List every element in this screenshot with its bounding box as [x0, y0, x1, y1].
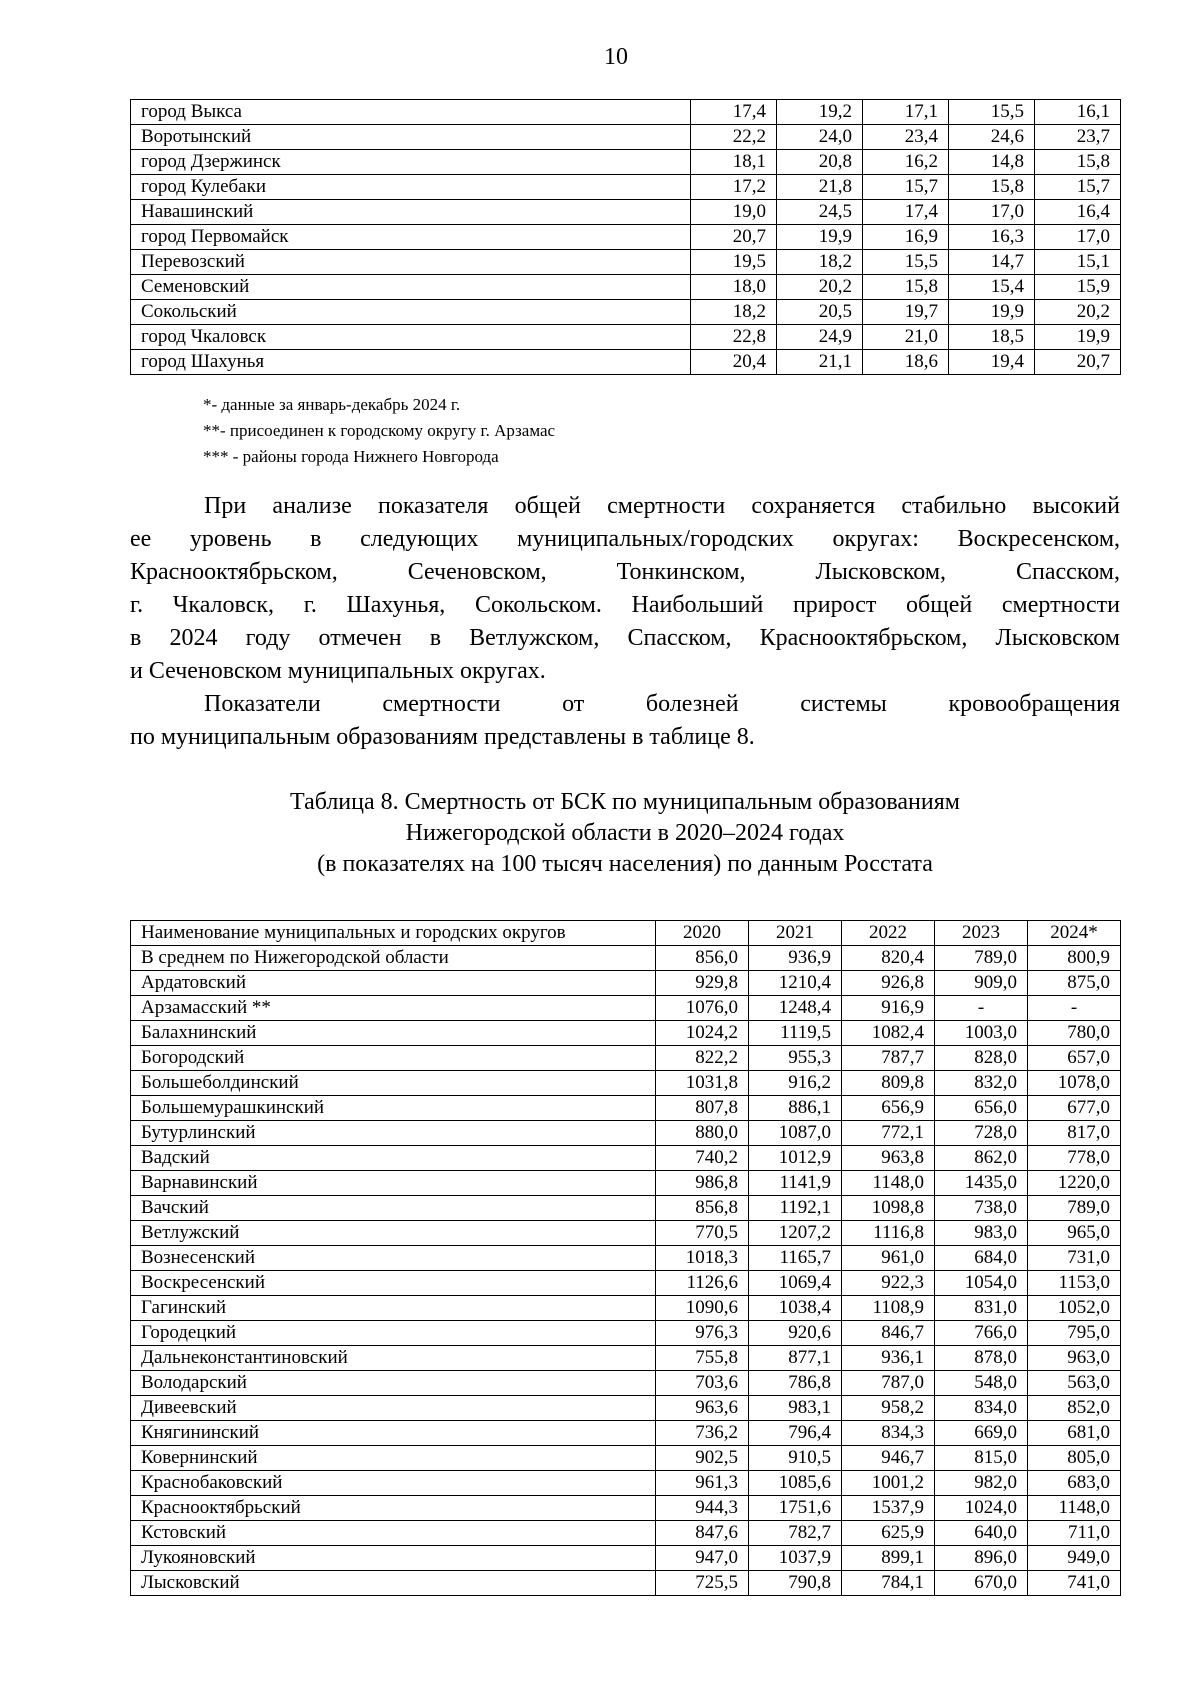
- rate-cell: 886,1: [749, 1096, 842, 1121]
- rate-cell: 807,8: [656, 1096, 749, 1121]
- rate-cell: 936,1: [842, 1346, 935, 1371]
- rate-cell: 770,5: [656, 1221, 749, 1246]
- rate-cell: 19,4: [949, 350, 1035, 375]
- rate-cell: 16,3: [949, 225, 1035, 250]
- district-name: город Первомайск: [131, 225, 691, 250]
- table-row: [131, 996, 1121, 1021]
- rate-cell: 983,1: [749, 1396, 842, 1421]
- table-row: [131, 1246, 1121, 1271]
- rate-cell: 15,5: [949, 100, 1035, 125]
- rate-cell: 640,0: [935, 1521, 1028, 1546]
- rate-cell: 965,0: [1028, 1221, 1121, 1246]
- rate-cell: 18,5: [949, 325, 1035, 350]
- rate-cell: 1054,0: [935, 1271, 1028, 1296]
- column-header: 2021: [749, 921, 842, 946]
- column-header: 2022: [842, 921, 935, 946]
- district-name: Княгининский: [131, 1421, 656, 1446]
- district-name: город Чкаловск: [131, 325, 691, 350]
- rate-cell: 922,3: [842, 1271, 935, 1296]
- table-row: [131, 1471, 1121, 1496]
- column-header: 2020: [656, 921, 749, 946]
- rate-cell: 669,0: [935, 1421, 1028, 1446]
- rate-cell: 20,5: [777, 300, 863, 325]
- table-row: [131, 1296, 1121, 1321]
- rate-cell: 949,0: [1028, 1546, 1121, 1571]
- table-row: [131, 1321, 1121, 1346]
- rate-cell: 16,2: [863, 150, 949, 175]
- district-name: Богородский: [131, 1046, 656, 1071]
- rate-cell: 880,0: [656, 1121, 749, 1146]
- rate-cell: 656,0: [935, 1096, 1028, 1121]
- rate-cell: 1024,2: [656, 1021, 749, 1046]
- district-name: Арзамасский **: [131, 996, 656, 1021]
- district-name: Большеболдинский: [131, 1071, 656, 1096]
- rate-cell: 24,6: [949, 125, 1035, 150]
- district-name: Перевозский: [131, 250, 691, 275]
- table-row: [131, 1096, 1121, 1121]
- rate-cell: 961,3: [656, 1471, 749, 1496]
- rate-cell: 1435,0: [935, 1171, 1028, 1196]
- rate-cell: 21,1: [777, 350, 863, 375]
- rate-cell: 24,5: [777, 200, 863, 225]
- rate-cell: 916,2: [749, 1071, 842, 1096]
- table-row: [131, 1021, 1121, 1046]
- rate-cell: 1076,0: [656, 996, 749, 1021]
- rate-cell: 820,4: [842, 946, 935, 971]
- footnotes: [203, 392, 555, 470]
- rate-cell: 1012,9: [749, 1146, 842, 1171]
- rate-cell: 24,9: [777, 325, 863, 350]
- rate-cell: 1098,8: [842, 1196, 935, 1221]
- rate-cell: 958,2: [842, 1396, 935, 1421]
- rate-cell: 15,9: [1035, 275, 1121, 300]
- rate-cell: 1018,3: [656, 1246, 749, 1271]
- district-name: Воротынский: [131, 125, 691, 150]
- rate-cell: 1207,2: [749, 1221, 842, 1246]
- rate-cell: 902,5: [656, 1446, 749, 1471]
- table-row: [131, 1371, 1121, 1396]
- rate-cell: 852,0: [1028, 1396, 1121, 1421]
- rate-cell: 736,2: [656, 1421, 749, 1446]
- district-name: Дальнеконстантиновский: [131, 1346, 656, 1371]
- rate-cell: 789,0: [1028, 1196, 1121, 1221]
- table-caption: [130, 787, 1120, 880]
- rate-cell: 656,9: [842, 1096, 935, 1121]
- rate-cell: 1751,6: [749, 1496, 842, 1521]
- footnote: *** - районы города Нижнего Новгорода: [203, 447, 499, 466]
- table-row: [131, 325, 1121, 350]
- footnote: **- присоединен к городскому округу г. Арзамас: [203, 421, 556, 440]
- rate-cell: 782,7: [749, 1521, 842, 1546]
- rate-cell: 926,8: [842, 971, 935, 996]
- table-row: [131, 175, 1121, 200]
- rate-cell: 963,8: [842, 1146, 935, 1171]
- rate-cell: 784,1: [842, 1571, 935, 1596]
- district-name: Навашинский: [131, 200, 691, 225]
- rate-cell: 982,0: [935, 1471, 1028, 1496]
- rate-cell: 17,0: [1035, 225, 1121, 250]
- rate-cell: 1038,4: [749, 1296, 842, 1321]
- rate-cell: 766,0: [935, 1321, 1028, 1346]
- rate-cell: 17,1: [863, 100, 949, 125]
- district-name: Ветлужский: [131, 1221, 656, 1246]
- rate-cell: 1148,0: [842, 1171, 935, 1196]
- district-name: Балахнинский: [131, 1021, 656, 1046]
- table-row: [131, 1171, 1121, 1196]
- rate-cell: 916,9: [842, 996, 935, 1021]
- table-row: [131, 1446, 1121, 1471]
- rate-cell: 19,5: [691, 250, 777, 275]
- district-name: Городецкий: [131, 1321, 656, 1346]
- rate-cell: 703,6: [656, 1371, 749, 1396]
- rate-cell: 1165,7: [749, 1246, 842, 1271]
- rate-cell: 1052,0: [1028, 1296, 1121, 1321]
- rate-cell: 828,0: [935, 1046, 1028, 1071]
- rate-cell: 1024,0: [935, 1496, 1028, 1521]
- rate-cell: 787,7: [842, 1046, 935, 1071]
- rate-cell: 15,8: [1035, 150, 1121, 175]
- rate-cell: 1078,0: [1028, 1071, 1121, 1096]
- paragraph-line: Показатели смертности от болезней системы кровообращения: [204, 691, 1120, 717]
- rate-cell: 961,0: [842, 1246, 935, 1271]
- table-row: [131, 1346, 1121, 1371]
- rate-cell: 1148,0: [1028, 1496, 1121, 1521]
- district-name: Дивеевский: [131, 1396, 656, 1421]
- district-name: Большемурашкинский: [131, 1096, 656, 1121]
- rate-cell: 15,5: [863, 250, 949, 275]
- caption-line: Нижегородской области в 2020–2024 годах: [405, 820, 845, 846]
- rate-cell: 1037,9: [749, 1546, 842, 1571]
- table-row: [131, 275, 1121, 300]
- table-row: [131, 1546, 1121, 1571]
- district-name: Сокольский: [131, 300, 691, 325]
- rate-cell: 831,0: [935, 1296, 1028, 1321]
- table-row: [131, 125, 1121, 150]
- rate-cell: 936,9: [749, 946, 842, 971]
- district-name: Ковернинский: [131, 1446, 656, 1471]
- table-row: [131, 250, 1121, 275]
- rate-cell: 20,2: [1035, 300, 1121, 325]
- rate-cell: 805,0: [1028, 1446, 1121, 1471]
- rate-cell: 1537,9: [842, 1496, 935, 1521]
- district-name: Кстовский: [131, 1521, 656, 1546]
- rate-cell: 670,0: [935, 1571, 1028, 1596]
- column-header: 2024*: [1028, 921, 1121, 946]
- table-row: [131, 946, 1121, 971]
- rate-cell: 983,0: [935, 1221, 1028, 1246]
- table-row: [131, 1571, 1121, 1596]
- district-name: В среднем по Нижегородской области: [131, 946, 656, 971]
- rate-cell: 17,0: [949, 200, 1035, 225]
- rate-cell: 18,1: [691, 150, 777, 175]
- rate-cell: 1085,6: [749, 1471, 842, 1496]
- rate-cell: 1082,4: [842, 1021, 935, 1046]
- table-row: [131, 1221, 1121, 1246]
- table-row: [131, 1046, 1121, 1071]
- rate-cell: 856,8: [656, 1196, 749, 1221]
- rate-cell: 877,1: [749, 1346, 842, 1371]
- table-row: [131, 300, 1121, 325]
- district-name: Лукояновский: [131, 1546, 656, 1571]
- rate-cell: 20,4: [691, 350, 777, 375]
- table-row: [131, 1271, 1121, 1296]
- table-row: [131, 1521, 1121, 1546]
- district-name: Ардатовский: [131, 971, 656, 996]
- table-row: [131, 150, 1121, 175]
- rate-cell: 875,0: [1028, 971, 1121, 996]
- rate-cell: 738,0: [935, 1196, 1028, 1221]
- rate-cell: 15,8: [863, 275, 949, 300]
- district-name: Воскресенский: [131, 1271, 656, 1296]
- rate-cell: 22,8: [691, 325, 777, 350]
- rate-cell: 15,8: [949, 175, 1035, 200]
- caption-line: Таблица 8. Смертность от БСК по муниципальным образованиям: [290, 789, 960, 815]
- district-name: Вознесенский: [131, 1246, 656, 1271]
- paragraph-line: г. Чкаловск, г. Шахунья, Сокольском. Наибольший прирост общей смертности: [130, 592, 1120, 618]
- rate-cell: 1001,2: [842, 1471, 935, 1496]
- rate-cell: 947,0: [656, 1546, 749, 1571]
- paragraph-line: При анализе показателя общей смертности сохраняется стабильно высокий: [204, 493, 1120, 519]
- caption-line: (в показателях на 100 тысяч населения) по данным Росстата: [317, 851, 933, 877]
- table-row: [131, 1396, 1121, 1421]
- rate-cell: 1210,4: [749, 971, 842, 996]
- table-row: [131, 971, 1121, 996]
- rate-cell: 23,4: [863, 125, 949, 150]
- table-row: [131, 100, 1121, 125]
- rate-cell: 20,2: [777, 275, 863, 300]
- rate-cell: 711,0: [1028, 1521, 1121, 1546]
- paragraph-line: в 2024 году отмечен в Ветлужском, Спасском, Краснооктябрьском, Лысковском: [130, 625, 1120, 651]
- rate-cell: 21,8: [777, 175, 863, 200]
- rate-cell: 815,0: [935, 1446, 1028, 1471]
- rate-cell: 847,6: [656, 1521, 749, 1546]
- rate-cell: 23,7: [1035, 125, 1121, 150]
- rate-cell: 684,0: [935, 1246, 1028, 1271]
- rate-cell: 772,1: [842, 1121, 935, 1146]
- rate-cell: 14,8: [949, 150, 1035, 175]
- rate-cell: 786,8: [749, 1371, 842, 1396]
- table-row: [131, 1196, 1121, 1221]
- rate-cell: 920,6: [749, 1321, 842, 1346]
- rate-cell: 15,4: [949, 275, 1035, 300]
- rate-cell: 780,0: [1028, 1021, 1121, 1046]
- rate-cell: 1192,1: [749, 1196, 842, 1221]
- mortality-table-continued: [130, 99, 1121, 375]
- table-row: [131, 225, 1121, 250]
- rate-cell: 548,0: [935, 1371, 1028, 1396]
- rate-cell: -: [1028, 996, 1121, 1021]
- rate-cell: 19,2: [777, 100, 863, 125]
- rate-cell: 16,9: [863, 225, 949, 250]
- rate-cell: 817,0: [1028, 1121, 1121, 1146]
- rate-cell: -: [935, 996, 1028, 1021]
- table-row: [131, 1146, 1121, 1171]
- rate-cell: 944,3: [656, 1496, 749, 1521]
- rate-cell: 1141,9: [749, 1171, 842, 1196]
- rate-cell: 17,4: [863, 200, 949, 225]
- table-row: [131, 1071, 1121, 1096]
- rate-cell: 832,0: [935, 1071, 1028, 1096]
- rate-cell: 683,0: [1028, 1471, 1121, 1496]
- rate-cell: 20,7: [1035, 350, 1121, 375]
- paragraph-line: Краснооктябрьском, Сеченовском, Тонкинском, Лысковском, Спасском,: [130, 559, 1120, 585]
- rate-cell: 1119,5: [749, 1021, 842, 1046]
- table-8-bsk-mortality: [130, 920, 1121, 1596]
- rate-cell: 19,9: [777, 225, 863, 250]
- district-name: Гагинский: [131, 1296, 656, 1321]
- rate-cell: 15,7: [863, 175, 949, 200]
- paragraph-line: по муниципальным образованиям представлены в таблице 8.: [130, 724, 755, 750]
- rate-cell: 19,0: [691, 200, 777, 225]
- rate-cell: 846,7: [842, 1321, 935, 1346]
- table-row: [131, 1421, 1121, 1446]
- rate-cell: 955,3: [749, 1046, 842, 1071]
- rate-cell: 19,9: [949, 300, 1035, 325]
- table-row: [131, 1121, 1121, 1146]
- paragraph-line: и Сеченовском муниципальных округах.: [130, 658, 546, 684]
- district-name: Лысковский: [131, 1571, 656, 1596]
- rate-cell: 16,1: [1035, 100, 1121, 125]
- district-name: город Дзержинск: [131, 150, 691, 175]
- rate-cell: 929,8: [656, 971, 749, 996]
- column-header: 2023: [935, 921, 1028, 946]
- rate-cell: 731,0: [1028, 1246, 1121, 1271]
- rate-cell: 741,0: [1028, 1571, 1121, 1596]
- rate-cell: 740,2: [656, 1146, 749, 1171]
- district-name: Вадский: [131, 1146, 656, 1171]
- footnote: *- данные за январь-декабрь 2024 г.: [203, 395, 461, 414]
- rate-cell: 728,0: [935, 1121, 1028, 1146]
- page-number: 10: [604, 44, 628, 70]
- rate-cell: 677,0: [1028, 1096, 1121, 1121]
- rate-cell: 18,2: [691, 300, 777, 325]
- rate-cell: 899,1: [842, 1546, 935, 1571]
- rate-cell: 822,2: [656, 1046, 749, 1071]
- rate-cell: 790,8: [749, 1571, 842, 1596]
- rate-cell: 18,0: [691, 275, 777, 300]
- rate-cell: 15,7: [1035, 175, 1121, 200]
- rate-cell: 834,3: [842, 1421, 935, 1446]
- rate-cell: 976,3: [656, 1321, 749, 1346]
- rate-cell: 19,9: [1035, 325, 1121, 350]
- rate-cell: 18,2: [777, 250, 863, 275]
- district-name: город Шахунья: [131, 350, 691, 375]
- rate-cell: 625,9: [842, 1521, 935, 1546]
- rate-cell: 1003,0: [935, 1021, 1028, 1046]
- rate-cell: 19,7: [863, 300, 949, 325]
- paragraph-line: ее уровень в следующих муниципальных/городских округах: Воскресенском,: [130, 526, 1120, 552]
- table-row: [131, 350, 1121, 375]
- rate-cell: 800,9: [1028, 946, 1121, 971]
- rate-cell: 1220,0: [1028, 1171, 1121, 1196]
- district-name: Семеновский: [131, 275, 691, 300]
- rate-cell: 14,7: [949, 250, 1035, 275]
- reference-paragraph: [130, 688, 1120, 754]
- column-header: Наименование муниципальных и городских округов: [131, 921, 656, 946]
- district-name: Вачский: [131, 1196, 656, 1221]
- table-row: [131, 200, 1121, 225]
- rate-cell: 963,0: [1028, 1346, 1121, 1371]
- rate-cell: 18,6: [863, 350, 949, 375]
- rate-cell: 681,0: [1028, 1421, 1121, 1446]
- rate-cell: 862,0: [935, 1146, 1028, 1171]
- rate-cell: 1108,9: [842, 1296, 935, 1321]
- rate-cell: 16,4: [1035, 200, 1121, 225]
- rate-cell: 910,5: [749, 1446, 842, 1471]
- rate-cell: 909,0: [935, 971, 1028, 996]
- rate-cell: 1248,4: [749, 996, 842, 1021]
- rate-cell: 24,0: [777, 125, 863, 150]
- rate-cell: 755,8: [656, 1346, 749, 1371]
- rate-cell: 963,6: [656, 1396, 749, 1421]
- rate-cell: 1031,8: [656, 1071, 749, 1096]
- rate-cell: 1087,0: [749, 1121, 842, 1146]
- rate-cell: 1116,8: [842, 1221, 935, 1246]
- rate-cell: 896,0: [935, 1546, 1028, 1571]
- district-name: Бутурлинский: [131, 1121, 656, 1146]
- rate-cell: 15,1: [1035, 250, 1121, 275]
- rate-cell: 1153,0: [1028, 1271, 1121, 1296]
- rate-cell: 778,0: [1028, 1146, 1121, 1171]
- rate-cell: 1126,6: [656, 1271, 749, 1296]
- district-name: Володарский: [131, 1371, 656, 1396]
- table-header-row: [131, 921, 1121, 946]
- district-name: Краснобаковский: [131, 1471, 656, 1496]
- rate-cell: 834,0: [935, 1396, 1028, 1421]
- rate-cell: 795,0: [1028, 1321, 1121, 1346]
- rate-cell: 796,4: [749, 1421, 842, 1446]
- rate-cell: 878,0: [935, 1346, 1028, 1371]
- table-row: [131, 1496, 1121, 1521]
- rate-cell: 657,0: [1028, 1046, 1121, 1071]
- rate-cell: 787,0: [842, 1371, 935, 1396]
- rate-cell: 946,7: [842, 1446, 935, 1471]
- rate-cell: 1090,6: [656, 1296, 749, 1321]
- district-name: Варнавинский: [131, 1171, 656, 1196]
- rate-cell: 986,8: [656, 1171, 749, 1196]
- rate-cell: 22,2: [691, 125, 777, 150]
- rate-cell: 789,0: [935, 946, 1028, 971]
- district-name: город Выкса: [131, 100, 691, 125]
- rate-cell: 20,8: [777, 150, 863, 175]
- rate-cell: 20,7: [691, 225, 777, 250]
- rate-cell: 1069,4: [749, 1271, 842, 1296]
- analysis-paragraph: [130, 490, 1120, 688]
- rate-cell: 856,0: [656, 946, 749, 971]
- rate-cell: 725,5: [656, 1571, 749, 1596]
- district-name: Краснооктябрьский: [131, 1496, 656, 1521]
- rate-cell: 21,0: [863, 325, 949, 350]
- rate-cell: 809,8: [842, 1071, 935, 1096]
- district-name: город Кулебаки: [131, 175, 691, 200]
- rate-cell: 17,2: [691, 175, 777, 200]
- rate-cell: 17,4: [691, 100, 777, 125]
- rate-cell: 563,0: [1028, 1371, 1121, 1396]
